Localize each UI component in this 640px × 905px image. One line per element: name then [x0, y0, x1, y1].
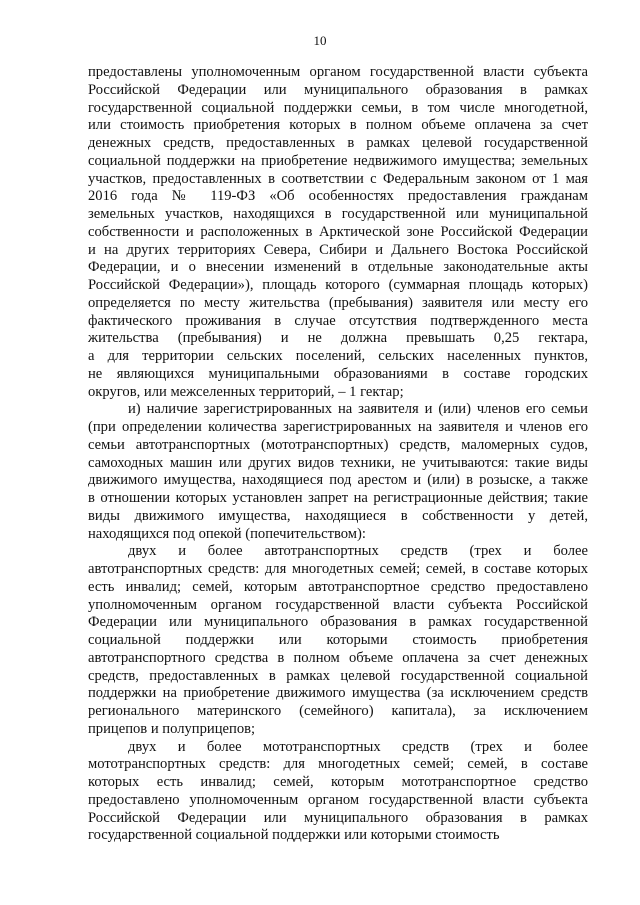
text-line: движимого имущества, находящиеся под арестом и (или) в розыске, а также [88, 472, 588, 489]
text-line: или стоимость приобретения которых в полном объеме оплачена за счет [88, 117, 588, 134]
text-line: уполномоченным органом государственной власти субъекта Российской [88, 596, 588, 613]
text-line: и) наличие зарегистрированных на заявителя и (или) членов его семьи [128, 401, 588, 418]
text-line: участков, предоставленных в соответствии с Федеральным законом от 1 мая [88, 170, 588, 187]
text-line: виды движимого имущества, находящиеся в собственности у детей, [88, 507, 588, 524]
text-line: Федерации или муниципального образования в рамках государственной [88, 614, 588, 631]
text-line: находящихся под опекой (попечительством): [88, 525, 366, 542]
text-line: прицепов и полуприцепов; [88, 720, 256, 737]
text-line: фактического проживания в случае отсутствия подтвержденного места [88, 312, 588, 329]
page-number: 10 [313, 33, 327, 48]
text-line: двух и более мототранспортных средств (трех и более [128, 738, 588, 755]
text-line: Российской Федерации или муниципального образования в рамках [88, 809, 588, 826]
paragraph [88, 64, 588, 401]
text-line: самоходных машин или других видов техники, не учитываются: такие виды [88, 454, 588, 471]
text-line: 2016 года № 119-ФЗ «Об особенностях предоставления гражданам [88, 188, 588, 205]
text-line: социальной поддержки или которыми стоимость приобретения [88, 632, 588, 648]
paragraph [88, 401, 588, 543]
text-line: денежных средств, предоставленных в рамках целевой государственной [88, 135, 588, 151]
text-line: государственной социальной поддержки или которыми стоимость [88, 827, 500, 844]
text-line: не являющихся муниципальными образованиями в составе городских [88, 365, 588, 382]
text-line: предоставлены уполномоченным органом государственной власти субъекта [88, 64, 588, 80]
text-line: Российской Федерации»), площадь которого (суммарная площадь которых) [88, 277, 588, 293]
text-line: которых есть инвалид; семей, которым мототранспортное средство [88, 774, 588, 790]
text-line: семьи автотранспортных (мототранспортных) средств, маломерных судов, [88, 436, 588, 453]
text-line: в отношении которых установлен запрет на регистрационные действия; такие [88, 490, 588, 506]
paragraph [88, 543, 588, 738]
paragraph [88, 739, 588, 846]
text-line: мототранспортных средств: для многодетных семей; семей, в составе [88, 756, 588, 773]
text-line: предоставлено уполномоченным органом государственной власти субъекта [88, 791, 588, 808]
text-line: округов, или межселенных территорий, – 1 гектар; [88, 383, 404, 400]
text-line: государственной социальной поддержки семьи, в том числе многодетной, [88, 99, 588, 116]
text-line: определяется по месту жительства (пребывания) заявителя или месту его [88, 294, 588, 311]
text-line: автотранспортного средства в полном объеме оплачена за счет денежных [88, 649, 588, 666]
text-line: двух и более автотранспортных средств (трех и более [128, 543, 588, 560]
text-line: и на других территориях Севера, Сибири и Дальнего Востока Российской [88, 241, 588, 258]
text-line: Федерации, и о внесении изменений в отдельные законодательные акты [88, 259, 588, 276]
text-line: а для территории сельских поселений, сельских населенных пунктов, [88, 348, 588, 364]
document-body [88, 64, 588, 845]
text-line: есть инвалид; семей, которым автотранспортное средство предоставлено [88, 578, 588, 595]
text-line: автотранспортных средств: для многодетных семей; семей, в составе которых [88, 561, 588, 577]
text-line: Российской Федерации или муниципального образования в рамках [88, 81, 588, 98]
text-line: жительства (пребывания) и не должна превышать 0,25 гектара, [88, 330, 588, 347]
text-line: поддержки на приобретение движимого имущества (за исключением средств [88, 685, 588, 702]
text-line: средств, предоставленных в рамках целевой государственной социальной [88, 667, 588, 684]
text-line: собственности и расположенных в Арктической зоне Российской Федерации [88, 223, 588, 240]
text-line: земельных участков, находящихся в государственной или муниципальной [88, 206, 588, 222]
text-line: (при определении количества зарегистрированных на заявителя и членов его [88, 419, 588, 435]
text-line: социальной поддержки на приобретение недвижимого имущества; земельных [88, 152, 588, 169]
text-line: регионального материнского (семейного) капитала), за исключением [88, 703, 588, 719]
